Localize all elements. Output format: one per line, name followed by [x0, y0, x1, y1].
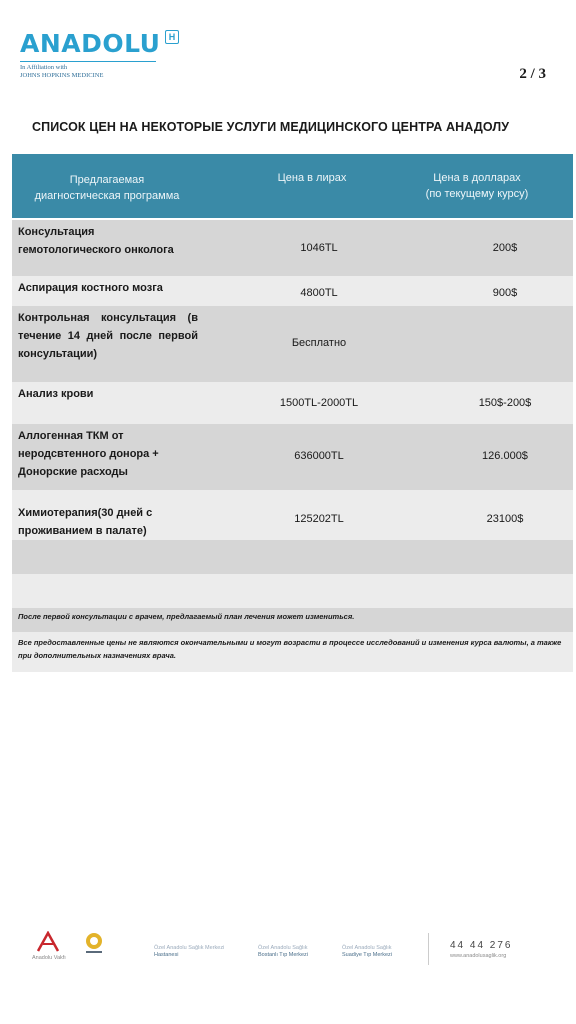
foundation-label: Anadolu Vakfı — [32, 955, 66, 961]
note-treatment-plan: После первой консультации с врачем, предлагаемый план лечения может измениться. — [12, 608, 573, 632]
row-service-name: Анализ крови — [18, 388, 94, 400]
row-price-lira: 125202TL — [294, 513, 344, 525]
table-header — [12, 154, 573, 220]
header-usd — [392, 154, 562, 218]
anadolu-logo — [20, 29, 176, 80]
row-price-usd: 150$-200$ — [478, 397, 532, 409]
row-price-lira: 1046TL — [300, 242, 338, 254]
row-service-name: Контрольная консультация (в течение 14 дней после первой консультации) — [18, 312, 198, 360]
footer-location-1-line-1: Özel Anadolu Sağlık Merkezi — [154, 945, 225, 951]
row-price-lira: Бесплатно — [291, 337, 347, 349]
accreditation-seal-icon — [82, 931, 106, 955]
affiliation-text — [20, 64, 160, 80]
table-row — [12, 276, 573, 306]
page-number: 2 / 3 — [519, 66, 546, 82]
table-row — [12, 490, 573, 540]
header-usd-line-1: Цена в долларах — [433, 172, 521, 184]
footer-divider — [428, 933, 429, 965]
empty-row — [12, 540, 573, 574]
note-prices-disclaimer: Все предоставленные цены не являются окончательными и могут возрасти в процессе исследований и изменения курса валюты, а также при дополнительных назначениях врача. — [12, 632, 573, 672]
document-title: СПИСОК ЦЕН НА НЕКОТОРЫЕ УСЛУГИ МЕДИЦИНСКОГО ЦЕНТРА АНАДОЛУ — [32, 120, 510, 134]
table-row — [12, 382, 573, 424]
footer-location-3-line-2: Suadiye Tıp Merkezi — [342, 952, 393, 958]
anadolu-vakfi-logo-icon — [34, 931, 62, 953]
header-lira: Цена в лирах — [277, 172, 347, 184]
logo-divider — [20, 61, 156, 62]
website-text: www.anadolusaglik.org — [450, 953, 507, 959]
footer-location-2 — [258, 945, 308, 959]
affiliation-line-2: JOHNS HOPKINS MEDICINE — [20, 72, 104, 79]
row-price-lira: 1500TL-2000TL — [279, 397, 359, 409]
footer-location-1-line-2: Hastanesi — [154, 952, 179, 958]
header-program — [12, 154, 202, 218]
header-usd-line-2: (по текущему курсу) — [425, 188, 529, 200]
footer-location-2-line-1: Özel Anadolu Sağlık — [258, 945, 308, 951]
footer-location-1 — [154, 945, 224, 959]
header-program-line-2: диагностическая программа — [34, 190, 180, 202]
footer-location-2-line-2: Bostanlı Tıp Merkezi — [258, 952, 309, 958]
row-price-usd: 900$ — [492, 287, 518, 299]
row-price-usd: 23100$ — [486, 513, 524, 525]
footer — [0, 925, 576, 975]
row-price-lira: 636000TL — [294, 450, 344, 462]
row-service-name: Консультация гемотологического онколога — [18, 226, 174, 256]
row-price-usd: 200$ — [492, 242, 518, 254]
hospital-h-icon: H — [165, 30, 179, 44]
table-row — [12, 424, 573, 490]
footer-location-3-line-1: Özel Anadolu Sağlık — [342, 945, 392, 951]
row-service-name: Аспирация костного мозга — [18, 282, 163, 294]
table-row — [12, 220, 573, 276]
row-service-name: Аллогенная ТКМ от неродсвтенного донора + Донорские расходы — [18, 430, 159, 478]
table-row — [12, 306, 573, 382]
row-price-lira: 4800TL — [300, 287, 338, 299]
price-table — [12, 154, 573, 672]
row-service-name: Химиотерапия(30 дней с проживанием в палате) — [18, 507, 153, 537]
row-price-usd: 126.000$ — [482, 450, 528, 462]
logo-wordmark: ANADOLU — [20, 29, 161, 58]
footer-location-3 — [342, 945, 392, 959]
empty-row — [12, 574, 573, 608]
phone-number: 44 44 276 — [450, 940, 513, 951]
affiliation-line-1: In Affiliation with — [20, 64, 68, 71]
header-program-line-1: Предлагаемая — [69, 174, 145, 186]
